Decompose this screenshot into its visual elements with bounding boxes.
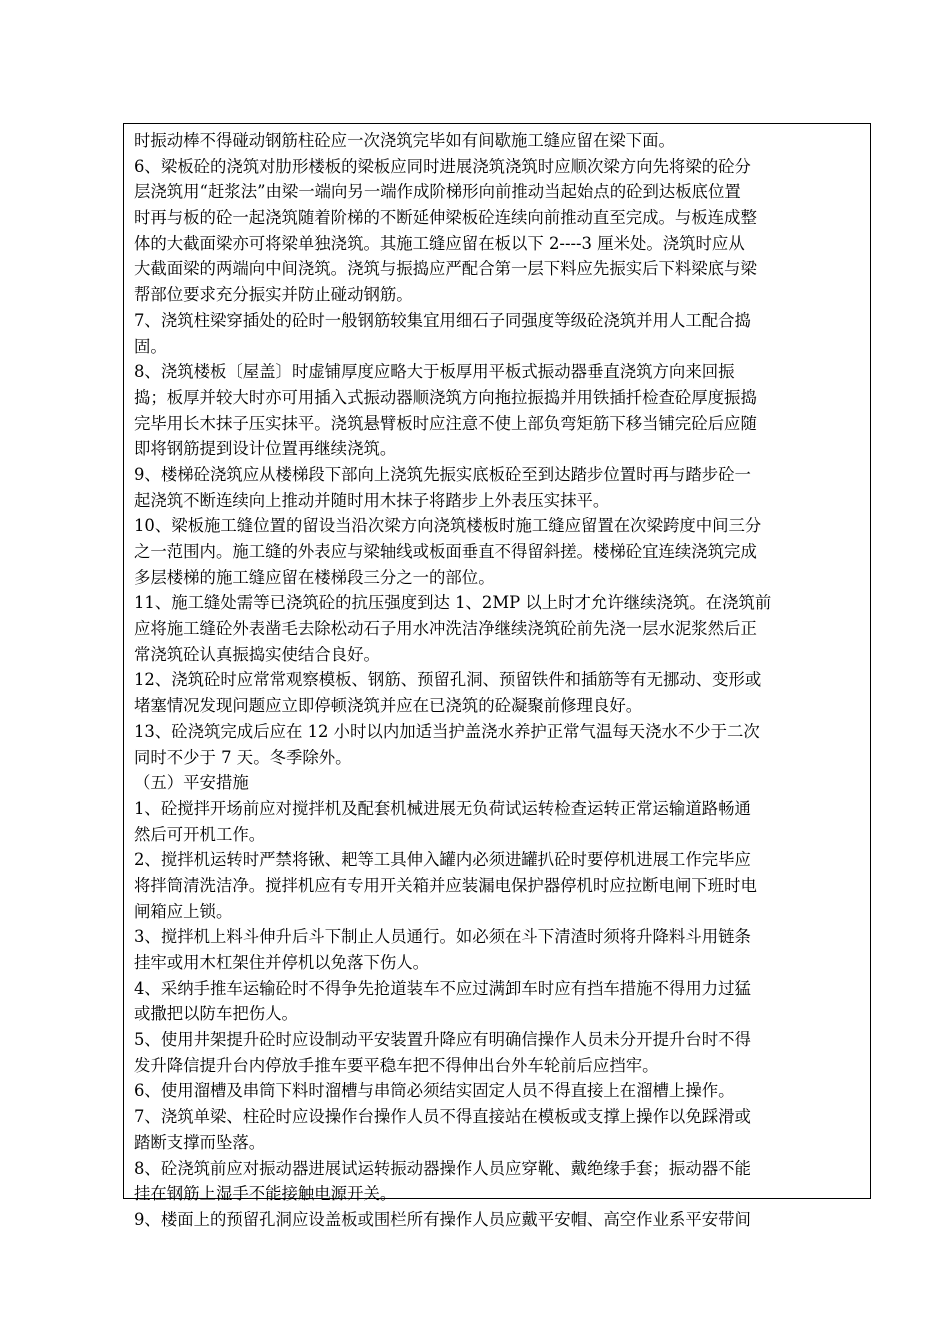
text-line: 8、浇筑楼板〔屋盖〕时虚铺厚度应略大于板厚用平板式振动器垂直浇筑方向来回振 [134, 362, 735, 382]
text-line: 挂牢或用木杠架住并停机以免落下伤人。 [134, 953, 430, 972]
text-line: 常浇筑砼认真振捣实使结合良好。 [134, 644, 380, 664]
text-line: 6、使用溜槽及串筒下料时溜槽与串筒必须结实固定人员不得直接上在溜槽上操作。 [134, 1081, 735, 1101]
text-line: 3、搅拌机上料斗伸升后斗下制止人员通行。如必须在斗下清渣时须将升降料斗用链条 [134, 927, 751, 947]
text-line: 固。 [134, 336, 167, 356]
text-line: 捣；板厚并较大时亦可用插入式振动器顺浇筑方向拖拉振捣并用铁插扦检查砼厚度振捣 [134, 387, 757, 407]
text-line: 挂在钢筋上湿手不能接触电源开关。 [134, 1184, 397, 1204]
text-line: 多层楼梯的施工缝应留在楼梯段三分之一的部位。 [134, 567, 495, 587]
text-line: 9、楼面上的预留孔洞应设盖板或围栏所有操作人员应戴平安帽、高空作业系平安带间 [134, 1209, 751, 1229]
text-line: 7、浇筑柱梁穿插处的砼时一般钢筋较集宜用细石子同强度等级砼浇筑并用人工配合捣 [134, 310, 751, 330]
text-line: 同时不少于 7 天。冬季除外。 [134, 747, 352, 767]
text-line: 10、梁板施工缝位置的留设当沿次梁方向浇筑楼板时施工缝应留置在次梁跨度中间三分 [134, 516, 762, 536]
text-line: 体的大截面梁亦可将梁单独浇筑。其施工缝应留在板以下 2----3 厘米处。浇筑时应从 [134, 233, 745, 253]
text-line: 堵塞情况发现问题应立即停顿浇筑并应在已浇筑的砼凝聚前修理良好。 [134, 696, 643, 716]
text-line: 5、使用井架提升砼时应设制动平安装置升降应有明确信操作人员未分开提升台时不得 [134, 1030, 751, 1050]
text-line: 13、砼浇筑完成后应在 12 小时以内加适当护盖浇水养护正常气温每天浇水不少于二次 [134, 721, 760, 741]
text-line: 7、浇筑单梁、柱砼时应设操作台操作人员不得直接站在模板或支撑上操作以免踩滑或 [134, 1107, 751, 1127]
text-line: 起浇筑不断连续向上推动并随时用木抹子将踏步上外表压实抹平。 [134, 490, 610, 510]
text-line: 闸箱应上锁。 [134, 901, 233, 921]
text-line: 帮部位要求充分振实并防止碰动钢筋。 [134, 285, 413, 305]
text-line: 1、砼搅拌开场前应对搅拌机及配套机械进展无负荷试运转检查运转正常运输道路畅通 [134, 798, 751, 818]
text-line: 12、浇筑砼时应常常观察模板、钢筋、预留孔洞、预留铁件和插筋等有无挪动、变形或 [134, 670, 762, 690]
text-line: 将拌筒清洗洁净。搅拌机应有专用开关箱并应装漏电保护器停机时应拉断电闸下班时电 [134, 875, 757, 895]
text-line: 然后可开机工作。 [134, 824, 266, 844]
text-line: 踏断支撑而坠落。 [134, 1132, 266, 1152]
text-line: 时再与板的砼一起浇筑随着阶梯的不断延伸梁板砼连续向前推动直至完成。与板连成整 [134, 208, 757, 228]
text-line: 2、搅拌机运转时严禁将锹、耙等工具伸入罐内必须进罐扒砼时要停机进展工作完毕应 [134, 850, 751, 870]
text-line: 11、施工缝处需等已浇筑砼的抗压强度到达 1、2MP 以上时才允许继续浇筑。在浇筑前 [134, 593, 772, 613]
text-line: 或撒把以防车把伤人。 [134, 1004, 298, 1024]
text-line: 完毕用长木抹子压实抹平。浇筑悬臂板时应注意不使上部负弯矩筋下移当铺完砼后应随 [134, 413, 757, 433]
text-line: 8、砼浇筑前应对振动器进展试运转振动器操作人员应穿靴、戴绝缘手套；振动器不能 [134, 1158, 751, 1178]
text-line: 4、采纳手推车运输砼时不得争先抢道装车不应过满卸车时应有挡车措施不得用力过猛 [134, 978, 751, 998]
text-line: 之一范围内。施工缝的外表应与梁轴线或板面垂直不得留斜搓。楼梯砼宜连续浇筑完成 [134, 542, 757, 561]
document-frame [123, 123, 871, 1229]
text-line: 即将钢筋提到设计位置再继续浇筑。 [134, 439, 397, 459]
text-line: 层浇筑用“赶浆法”由梁一端向另一端作成阶梯形向前推动当起始点的砼到达板底位置 [134, 182, 741, 202]
text-line: （五）平安措施 [134, 773, 249, 793]
text-line: 应将施工缝砼外表凿毛去除松动石子用水冲洗洁净继续浇筑砼前先浇一层水泥浆然后正 [134, 619, 757, 639]
text-line: 9、楼梯砼浇筑应从楼梯段下部向上浇筑先振实底板砼至到达踏步位置时再与踏步砼一 [134, 464, 751, 484]
text-line: 6、梁板砼的浇筑对肋形楼板的梁板应同时进展浇筑浇筑时应顺次梁方向先将梁的砼分 [134, 156, 751, 176]
text-line: 时振动棒不得碰动钢筋柱砼应一次浇筑完毕如有间歇施工缝应留在梁下面。 [134, 131, 675, 150]
text-line: 大截面梁的两端向中间浇筑。浇筑与振捣应严配合第一层下料应先振实后下料梁底与梁 [134, 259, 757, 279]
text-line: 发升降信提升台内停放手推车要平稳车把不得伸出台外车轮前后应挡牢。 [134, 1055, 659, 1075]
